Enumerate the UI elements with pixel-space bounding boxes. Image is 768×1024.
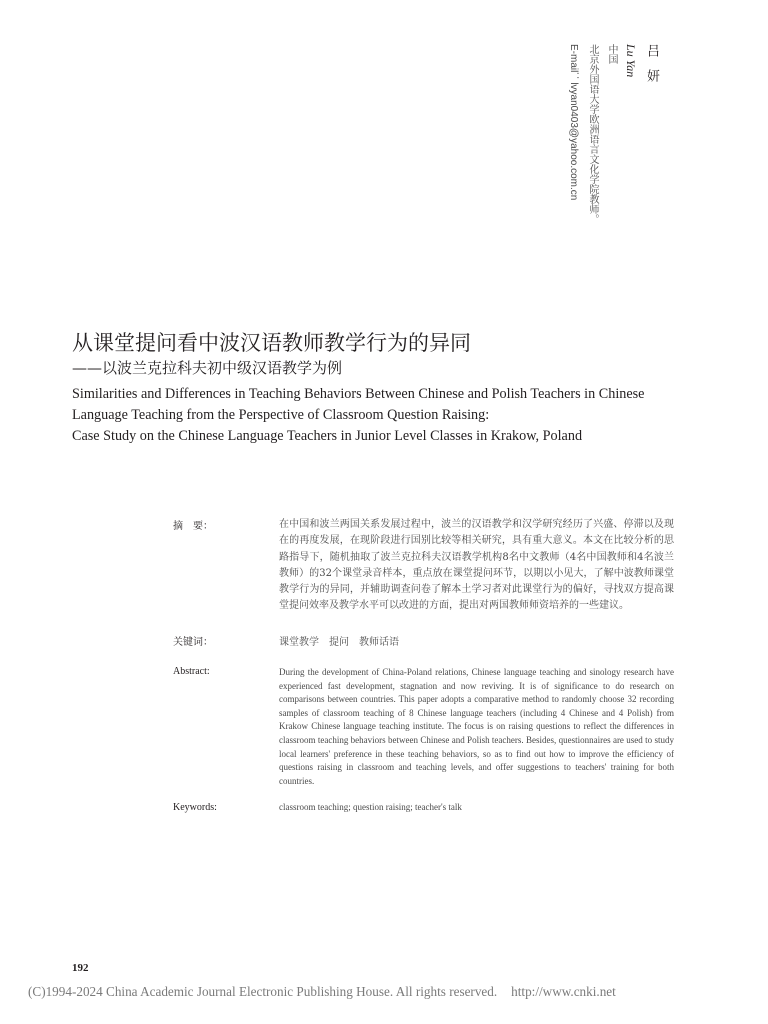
abstract-label-cn: 摘 要： bbox=[173, 521, 213, 532]
author-country: 中国 bbox=[606, 44, 617, 64]
keywords-cn: 课堂教学 提问 教师话语 bbox=[279, 637, 399, 648]
abstract-text-cn: 在中国和波兰两国关系发展过程中，波兰的汉语教学和汉学研究经历了兴盛、停滞以及现在的再度发展，在现阶段进行国别比较等相关研究，具有重大意义。本文在比较分析的思路指导下，随机抽取了波兰克拉科夫汉语教学机构8名中文教师（4名中国教师和4名波兰教师）的32个课堂录音样本，重点放在课堂提问环节，以期以小见大，了解中波教师课堂教学行为的异同，并辅助调查问卷了解本土学习者对此课堂行为的偏好，寻找双方提高课堂提问效率及教学水平可以改进的方面，提出对两国教师师资培养的一些建议。 bbox=[279, 519, 674, 612]
title-en-line: Similarities and Differences in Teaching Behaviors Between Chinese and Polish Teachers in Chinese bbox=[72, 386, 645, 402]
title-en-line: Language Teaching from the Perspective of Classroom Question Raising: bbox=[72, 407, 490, 423]
keywords-en: classroom teaching; question raising; teacher's talk bbox=[279, 802, 462, 812]
abstract-label-en: Abstract: bbox=[173, 666, 210, 677]
title-en-line: Case Study on the Chinese Language Teachers in Junior Level Classes in Krakow, Poland bbox=[72, 428, 583, 444]
article-subtitle-cn: ——以波兰克拉科夫初中级汉语教学为例 bbox=[72, 359, 343, 377]
keywords-label-cn: 关键词： bbox=[173, 637, 213, 648]
author-affiliation: 北京外国语大学欧洲语言文化学院教师。 bbox=[587, 44, 598, 224]
abstract-text-en: During the development of China-Poland relations, Chinese language teaching and sinology research have experienced fast development, stagnation and now reviving. It is of significance to do research on comparisons between countries. This paper adopts a comparative method to randomly choose 32 recording samples of classroom teaching of 8 Chinese language teachers (including 4 Chinese and 4 Polish) from Krakow Chinese language teaching institute. The focus is on raising questions to reflect the differences in classroom teaching behaviors between Chinese and Polish teachers. Besides, questionnaires are used to study local learners' preference in these teaching behaviors, so as to find out how to improve the efficiency of questions raising in classroom and teaching levels, and offer suggestions to teachers' training for both countries. bbox=[279, 667, 674, 786]
author-name-en: Lu Yan bbox=[624, 44, 638, 78]
author-email: E-mail：lvyan0403@yahoo.com.cn bbox=[568, 44, 579, 201]
author-info bbox=[566, 44, 661, 224]
page-number: 192 bbox=[72, 962, 89, 974]
keywords-label-en: Keywords: bbox=[173, 802, 217, 813]
footer-copyright: (C)1994-2024 China Academic Journal Electronic Publishing House. All rights reserved. bbox=[28, 984, 498, 999]
article-title-cn: 从课堂提问看中波汉语教师教学行为的异同 bbox=[72, 331, 471, 355]
footer bbox=[28, 984, 768, 1000]
footer-url[interactable]: http://www.cnki.net bbox=[511, 984, 616, 999]
article-title-en bbox=[72, 384, 680, 447]
author-name-cn: 吕 妍 bbox=[644, 44, 659, 87]
